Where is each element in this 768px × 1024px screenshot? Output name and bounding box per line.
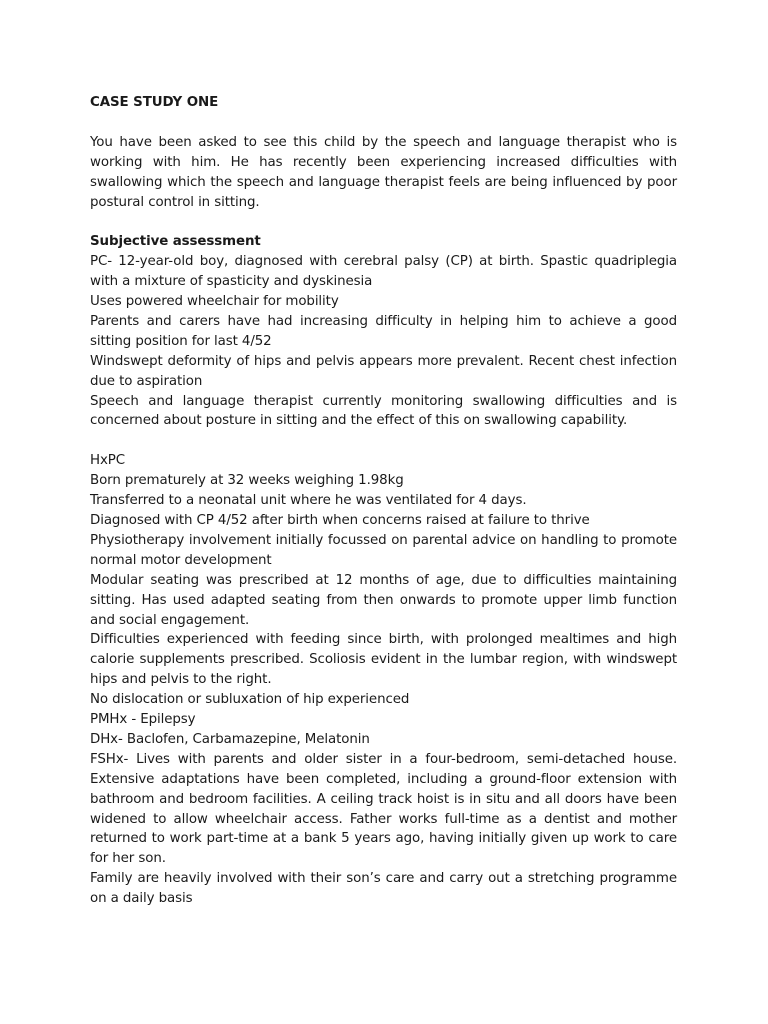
- intro-paragraph: You have been asked to see this child by the speech and language therapist who is working with him. He has recently been experiencing increased difficulties with swallowing which the speech and language therapist feels are being influenced by poor postural control in sitting.: [90, 134, 677, 210]
- hxpc-line: Physiotherapy involvement initially focussed on parental advice on handling to promote normal motor development: [90, 532, 677, 568]
- hxpc-line: Born prematurely at 32 weeks weighing 1.98kg: [90, 473, 404, 489]
- subjective-line: Parents and carers have had increasing difficulty in helping him to achieve a good sitting position for last 4/52: [90, 313, 677, 349]
- spacer: [90, 212, 677, 232]
- hxpc-line: Modular seating was prescribed at 12 months of age, due to difficulties maintaining sitting. Has used adapted seating from then onwards to promote upper limb function and social engagement.: [90, 572, 677, 628]
- hxpc-line: FSHx- Lives with parents and older sister in a four-bedroom, semi-detached house. Extensive adaptations have been completed, including a ground-floor extension with bathroom and bedroom facilities. A ceiling track hoist is in situ and all doors have been widened to allow wheelchair access. Father works full-time as a dentist and mother returned to work part-time at a bank 5 years ago, having initially given up work to care for her son.: [90, 751, 677, 867]
- hxpc-heading: HxPC: [90, 453, 126, 469]
- subjective-heading: Subjective assessment: [90, 234, 261, 250]
- hxpc-line: Diagnosed with CP 4/52 after birth when concerns raised at failure to thrive: [90, 512, 590, 528]
- subjective-line: Speech and language therapist currently monitoring swallowing difficulties and is concerned about posture in sitting and the effect of this on swallowing capability.: [90, 393, 677, 429]
- spacer: [90, 431, 677, 451]
- hxpc-line: PMHx - Epilepsy: [90, 712, 196, 728]
- subjective-line: Windswept deformity of hips and pelvis appears more prevalent. Recent chest infection due to aspiration: [90, 353, 677, 389]
- case-study-title: CASE STUDY ONE: [90, 95, 219, 110]
- hxpc-line: No dislocation or subluxation of hip experienced: [90, 692, 410, 708]
- subjective-line: PC- 12-year-old boy, diagnosed with cerebral palsy (CP) at birth. Spastic quadriplegia with a mixture of spasticity and dyskinesia: [90, 254, 677, 290]
- hxpc-line: Transferred to a neonatal unit where he was ventilated for 4 days.: [90, 493, 527, 509]
- hxpc-line: DHx- Baclofen, Carbamazepine, Melatonin: [90, 731, 370, 747]
- document-page: [90, 93, 677, 909]
- subjective-line: Uses powered wheelchair for mobility: [90, 294, 339, 310]
- spacer: [90, 113, 677, 133]
- hxpc-line: Family are heavily involved with their son’s care and carry out a stretching programme on a daily basis: [90, 871, 677, 907]
- hxpc-line: Difficulties experienced with feeding since birth, with prolonged mealtimes and high calorie supplements prescribed. Scoliosis evident in the lumbar region, with windswept hips and pelvis to the right.: [90, 632, 677, 688]
